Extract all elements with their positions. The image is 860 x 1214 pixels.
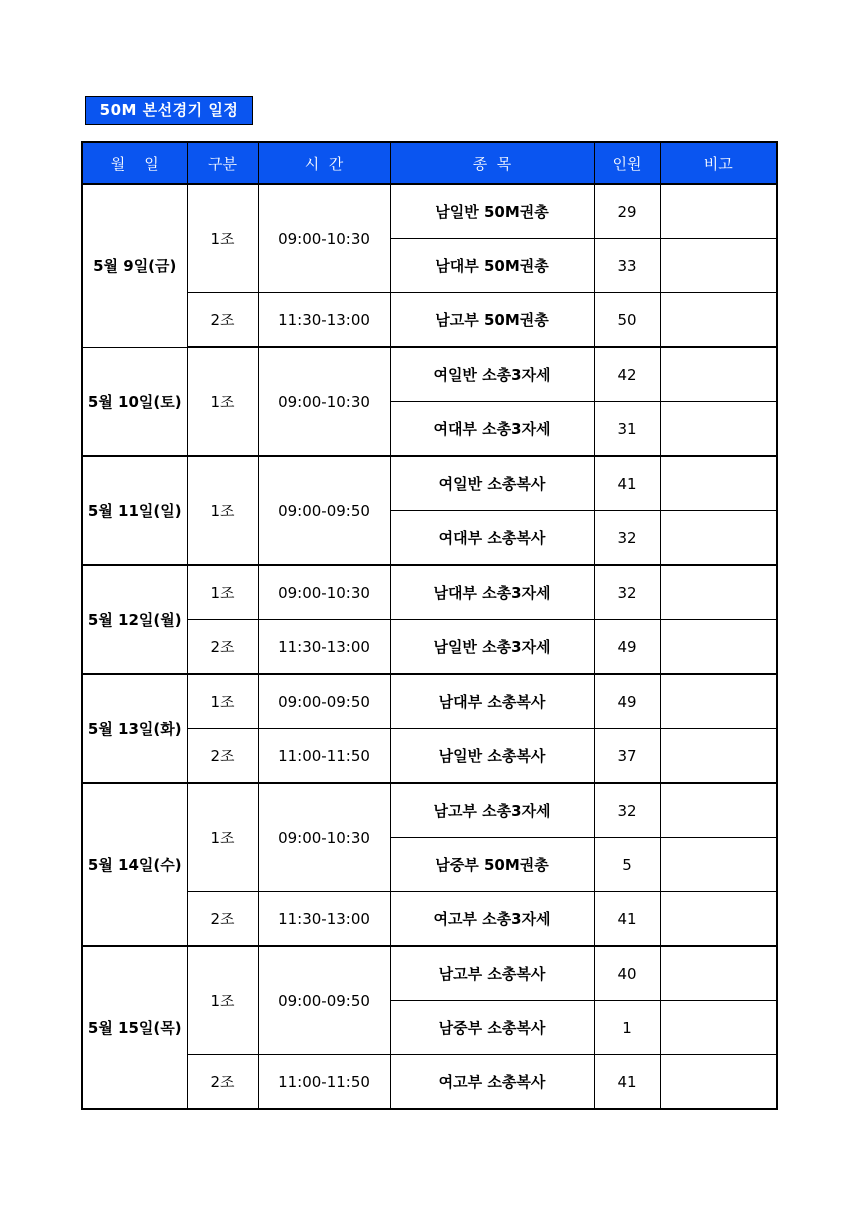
note-cell — [660, 347, 777, 402]
count-cell: 42 — [594, 347, 660, 402]
time-cell: 11:30-13:00 — [258, 892, 390, 947]
time-cell: 09:00-09:50 — [258, 946, 390, 1055]
table-row — [82, 674, 777, 729]
event-cell: 남일반 50M권총 — [390, 184, 594, 239]
event-cell: 여고부 소총복사 — [390, 1055, 594, 1110]
count-cell: 1 — [594, 1001, 660, 1055]
count-cell: 32 — [594, 565, 660, 620]
count-cell: 32 — [594, 783, 660, 838]
date-cell: 5월 15일(목) — [82, 946, 187, 1109]
group-cell: 1조 — [187, 184, 258, 293]
count-cell: 32 — [594, 511, 660, 566]
event-cell: 남고부 50M권총 — [390, 293, 594, 348]
header-date: 월 일 — [82, 142, 187, 184]
date-cell: 5월 14일(수) — [82, 783, 187, 946]
time-cell: 09:00-09:50 — [258, 674, 390, 729]
group-cell: 2조 — [187, 620, 258, 675]
time-cell: 11:00-11:50 — [258, 729, 390, 784]
time-cell: 09:00-10:30 — [258, 184, 390, 293]
event-cell: 여대부 소총3자세 — [390, 402, 594, 457]
event-cell: 남일반 소총3자세 — [390, 620, 594, 675]
time-cell: 11:30-13:00 — [258, 620, 390, 675]
group-cell: 1조 — [187, 456, 258, 565]
time-cell: 09:00-10:30 — [258, 347, 390, 456]
event-cell: 여일반 소총복사 — [390, 456, 594, 511]
count-cell: 41 — [594, 892, 660, 947]
time-cell: 09:00-10:30 — [258, 565, 390, 620]
schedule-table — [81, 141, 778, 1110]
note-cell — [660, 946, 777, 1001]
table-row — [82, 783, 777, 838]
note-cell — [660, 402, 777, 457]
date-cell: 5월 13일(화) — [82, 674, 187, 783]
count-cell: 37 — [594, 729, 660, 784]
count-cell: 5 — [594, 838, 660, 892]
note-cell — [660, 674, 777, 729]
event-cell: 여일반 소총3자세 — [390, 347, 594, 402]
table-header-row — [82, 142, 777, 184]
event-cell: 남중부 50M권총 — [390, 838, 594, 892]
group-cell: 1조 — [187, 674, 258, 729]
count-cell: 49 — [594, 674, 660, 729]
group-cell: 2조 — [187, 293, 258, 348]
header-group: 구분 — [187, 142, 258, 184]
date-cell: 5월 10일(토) — [82, 347, 187, 456]
table-row — [82, 620, 777, 675]
header-event: 종 목 — [390, 142, 594, 184]
note-cell — [660, 184, 777, 239]
date-cell: 5월 11일(일) — [82, 456, 187, 565]
table-row — [82, 946, 777, 1001]
note-cell — [660, 293, 777, 348]
table-row — [82, 293, 777, 348]
group-cell: 1조 — [187, 946, 258, 1055]
note-cell — [660, 239, 777, 293]
event-cell: 여고부 소총3자세 — [390, 892, 594, 947]
count-cell: 29 — [594, 184, 660, 239]
count-cell: 49 — [594, 620, 660, 675]
group-cell: 2조 — [187, 729, 258, 784]
table-row — [82, 1055, 777, 1110]
group-cell: 1조 — [187, 347, 258, 456]
event-cell: 남중부 소총복사 — [390, 1001, 594, 1055]
group-cell: 1조 — [187, 783, 258, 892]
event-cell: 남고부 소총복사 — [390, 946, 594, 1001]
count-cell: 41 — [594, 456, 660, 511]
group-cell: 2조 — [187, 1055, 258, 1110]
time-cell: 11:30-13:00 — [258, 293, 390, 348]
count-cell: 40 — [594, 946, 660, 1001]
note-cell — [660, 729, 777, 784]
note-cell — [660, 456, 777, 511]
event-cell: 여대부 소총복사 — [390, 511, 594, 566]
note-cell — [660, 511, 777, 566]
note-cell — [660, 892, 777, 947]
table-row — [82, 184, 777, 239]
table-row — [82, 565, 777, 620]
note-cell — [660, 620, 777, 675]
time-cell: 11:00-11:50 — [258, 1055, 390, 1110]
event-cell: 남대부 50M권총 — [390, 239, 594, 293]
time-cell: 09:00-09:50 — [258, 456, 390, 565]
event-cell: 남대부 소총3자세 — [390, 565, 594, 620]
note-cell — [660, 1001, 777, 1055]
date-cell: 5월 12일(월) — [82, 565, 187, 674]
event-cell: 남고부 소총3자세 — [390, 783, 594, 838]
group-cell: 1조 — [187, 565, 258, 620]
header-count: 인원 — [594, 142, 660, 184]
note-cell — [660, 565, 777, 620]
note-cell — [660, 1055, 777, 1110]
note-cell — [660, 838, 777, 892]
count-cell: 33 — [594, 239, 660, 293]
time-cell: 09:00-10:30 — [258, 783, 390, 892]
count-cell: 41 — [594, 1055, 660, 1110]
group-cell: 2조 — [187, 892, 258, 947]
table-row — [82, 892, 777, 947]
table-row — [82, 456, 777, 511]
event-cell: 남일반 소총복사 — [390, 729, 594, 784]
count-cell: 50 — [594, 293, 660, 348]
table-row — [82, 729, 777, 784]
event-cell: 남대부 소총복사 — [390, 674, 594, 729]
count-cell: 31 — [594, 402, 660, 457]
note-cell — [660, 783, 777, 838]
table-row — [82, 347, 777, 402]
header-note: 비고 — [660, 142, 777, 184]
schedule-title: 50M 본선경기 일정 — [85, 96, 253, 125]
header-time: 시 간 — [258, 142, 390, 184]
date-cell: 5월 9일(금) — [82, 184, 187, 347]
